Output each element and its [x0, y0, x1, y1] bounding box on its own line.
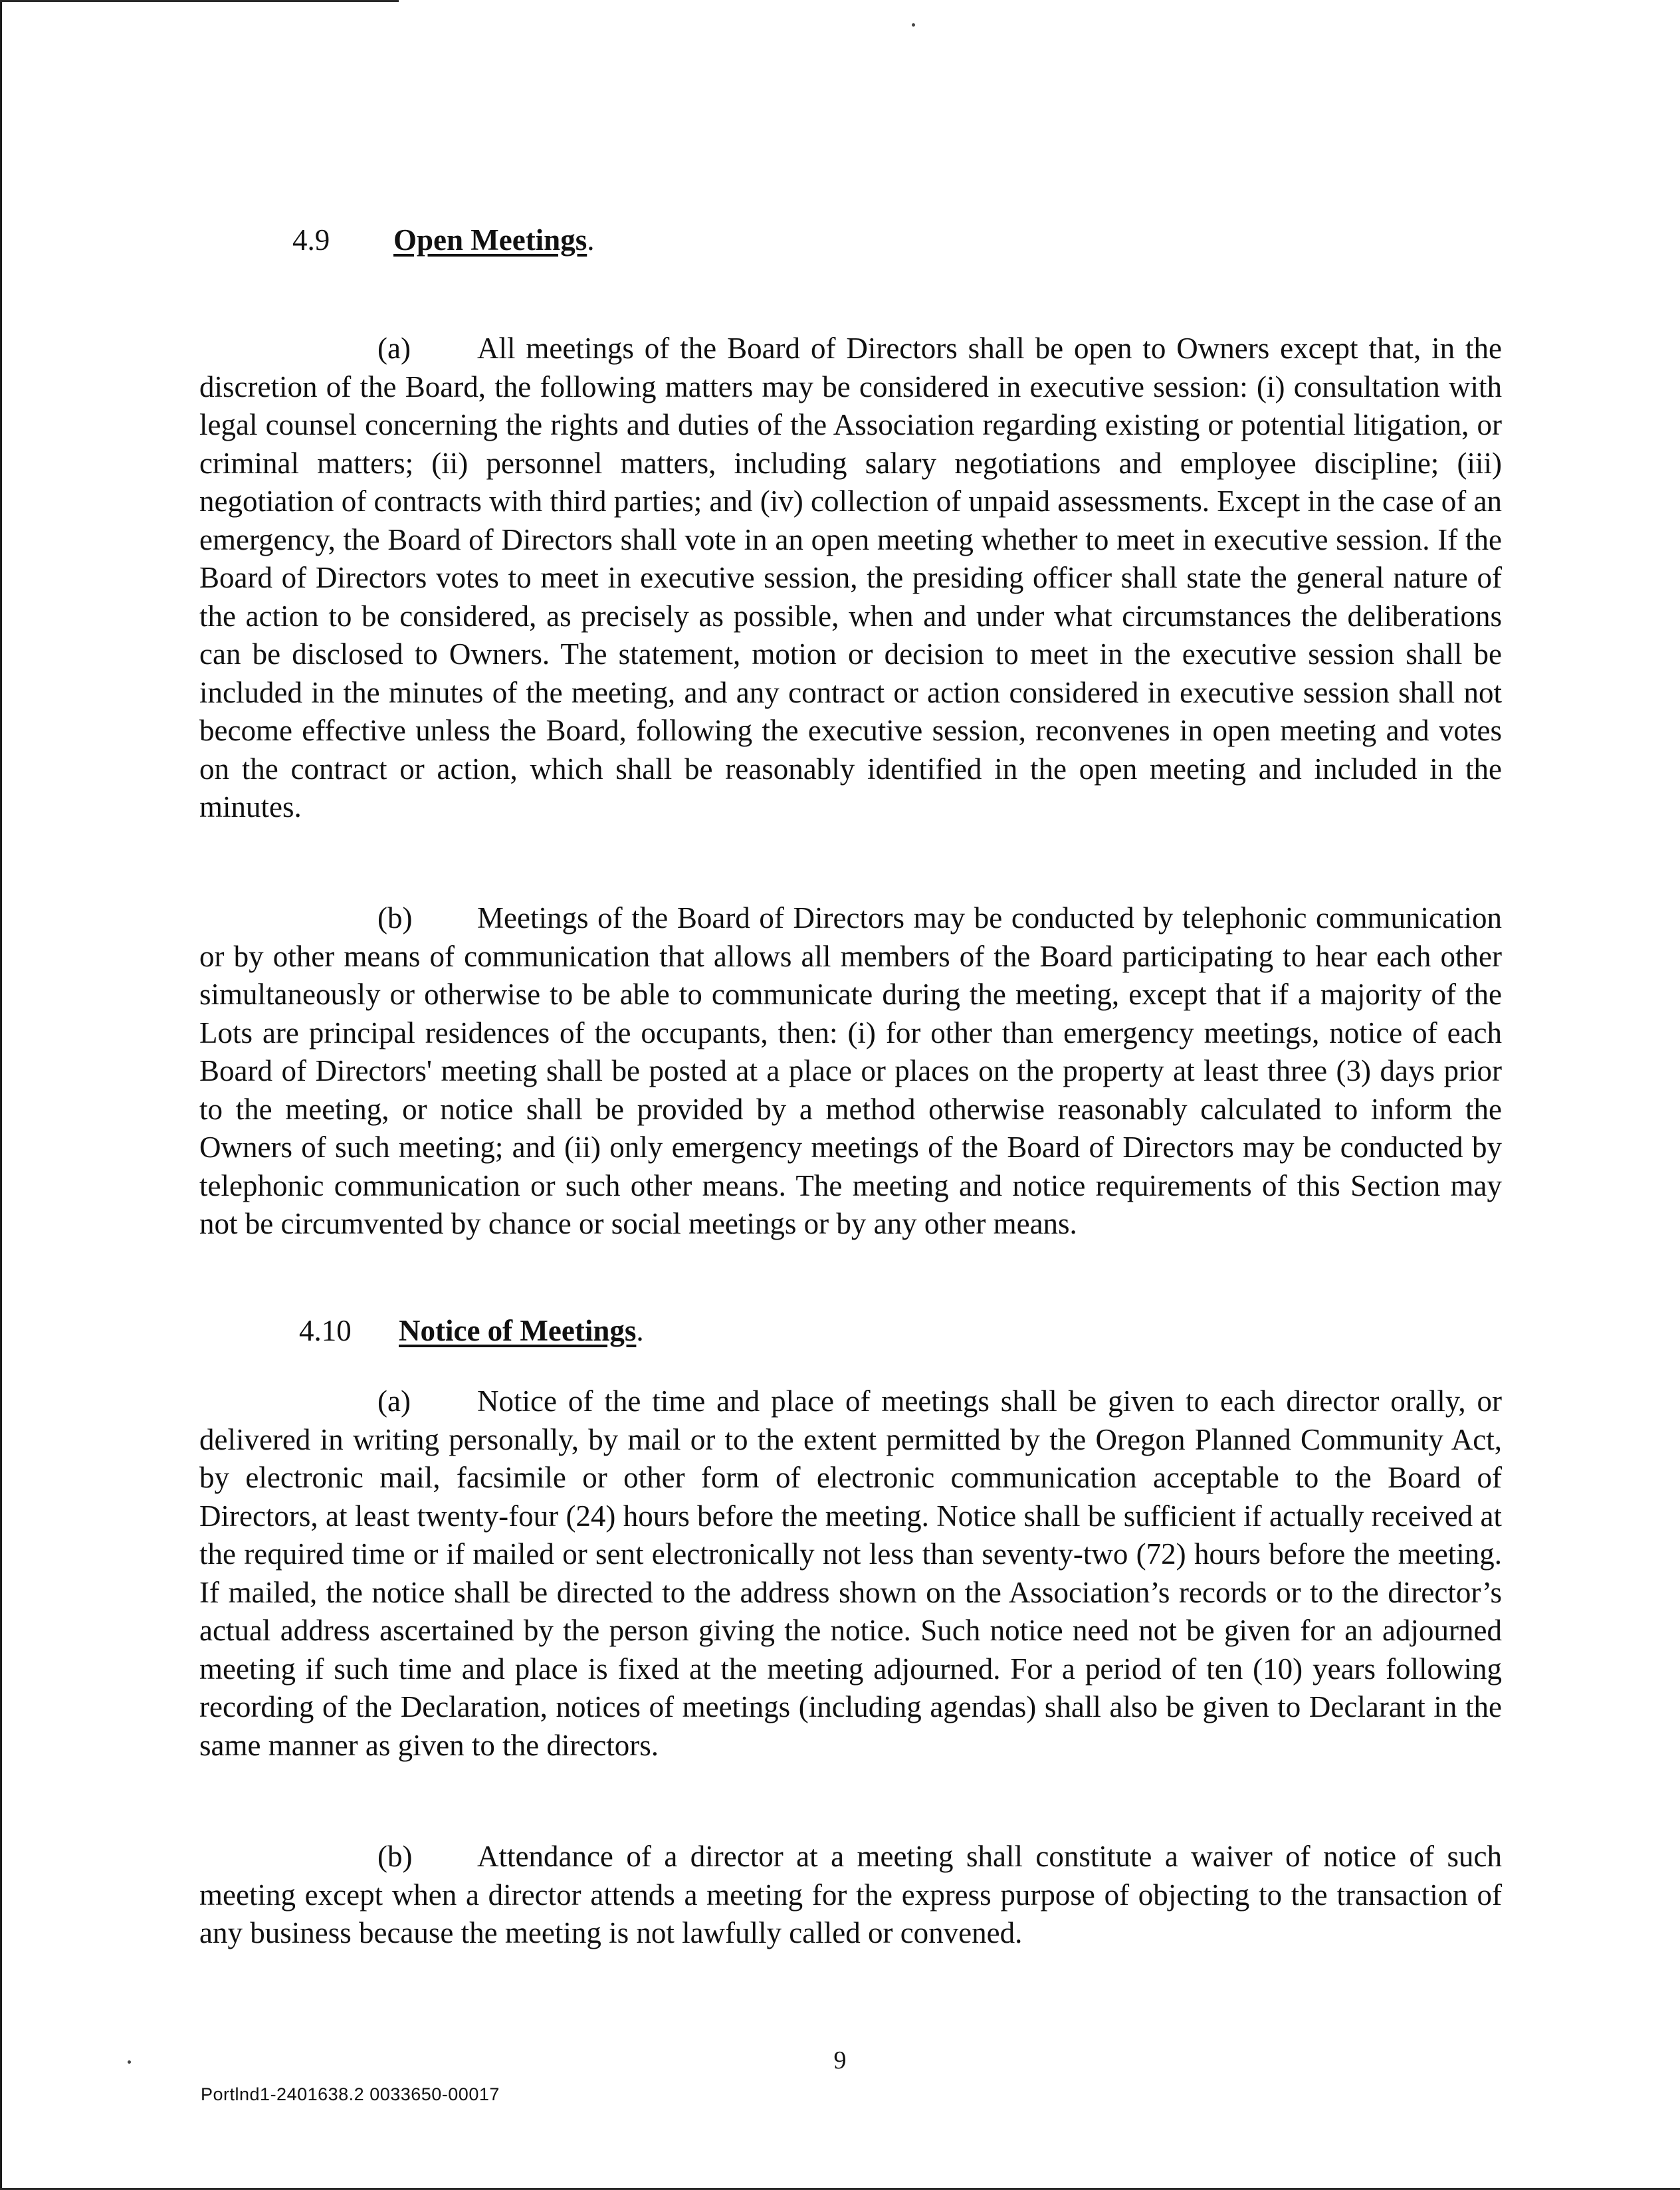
section-title: Notice of Meetings — [399, 1314, 637, 1347]
section-title: Open Meetings — [393, 223, 587, 257]
paragraph-4-10-a — [199, 1382, 1502, 1765]
paragraph-4-10-b — [199, 1838, 1502, 1953]
scan-edge-top — [0, 0, 399, 2]
paragraph-text: Attendance of a director at a meeting shall constitute a waiver of notice of such meeting except when a director attends a meeting for the express purpose of objecting to the transaction of any business because the meeting is not lawfully called or convened. — [199, 1840, 1502, 1949]
paragraph-label: (b) — [377, 1840, 413, 1873]
paragraph-text: Meetings of the Board of Directors may be conducted by telephonic communication or by other means of communication that allows all members of the Board participating to hear each other simultaneously or otherwise to be able to communicate during the meeting, except that if a majority of the Lots are principal residences of the occupants, then: (i) for other than emergency meetings, notice of each Board of Directors' meeting shall be posted at a place or places on the property at least three (3) days prior to the meeting, or notice shall be provided by a method otherwise reasonably calculated to inform the Owners of such meeting; and (ii) only emergency meetings of the Board of Directors may be conducted by telephonic communication or such other means. The meeting and notice requirements of this Section may not be circumvented by chance or social meetings or by any other means. — [199, 901, 1502, 1240]
paragraph-label: (a) — [377, 332, 411, 365]
document-id: Portlnd1-2401638.2 0033650-00017 — [201, 2084, 500, 2104]
section-title-suffix: . — [587, 223, 595, 257]
section-number: 4.9 — [292, 223, 330, 257]
paragraph-text: All meetings of the Board of Directors shall be open to Owners except that, in the discretion of the Board, the following matters may be considered in executive session: (i) consultation with legal counsel concerning the rights and duties of the Association regarding existing or potential litigation, or criminal matters; (ii) personnel matters, including salary negotiations and employee discipline; (iii) negotiation of contracts with third parties; and (iv) collection of unpaid assessments. Except in the case of an emergency, the Board of Directors shall vote in an open meeting whether to meet in executive session. If the Board of Directors votes to meet in executive session, the presiding officer shall state the general nature of the action to be considered, as precisely as possible, when and under what circumstances the deliberations can be disclosed to Owners. The statement, motion or decision to meet in the executive session shall be included in the minutes of the meeting, and any contract or action considered in executive session shall not become effective unless the Board, following the executive session, reconvenes in open meeting and votes on the contract or action, which shall be reasonably identified in the open meeting and included in the minutes. — [199, 332, 1502, 823]
scan-edge-left — [0, 0, 2, 2190]
paragraph-label: (b) — [377, 901, 413, 934]
scan-speck — [912, 23, 915, 27]
paragraph-4-9-b — [199, 899, 1502, 1244]
page-number: 9 — [833, 2046, 847, 2074]
paragraph-label: (a) — [377, 1384, 411, 1418]
section-heading-4-9 — [292, 221, 594, 259]
paragraph-text: Notice of the time and place of meetings shall be given to each director orally, or delivered in writing personally, by mail or to the extent permitted by the Oregon Planned Community Act, by electronic mail, facsimile or other form of electronic communication acceptable to the Board of Directors, at least twenty-four (24) hours before the meeting. Notice shall be sufficient if actually received at the required time or if mailed or sent electronically not less than seventy-two (72) hours before the meeting. If mailed, the notice shall be directed to the address shown on the Association’s records or to the director’s actual address ascertained by the person giving the notice. Such notice need not be given for an adjourned meeting if such time and place is fixed at the meeting adjourned. For a period of ten (10) years following recording of the Declaration, notices of meetings (including agendas) shall also be given to Declarant in the same manner as given to the directors. — [199, 1384, 1502, 1762]
section-heading-4-10 — [299, 1311, 644, 1350]
section-title-suffix: . — [636, 1314, 644, 1347]
section-number: 4.10 — [299, 1314, 352, 1347]
paragraph-4-9-a — [199, 330, 1502, 827]
